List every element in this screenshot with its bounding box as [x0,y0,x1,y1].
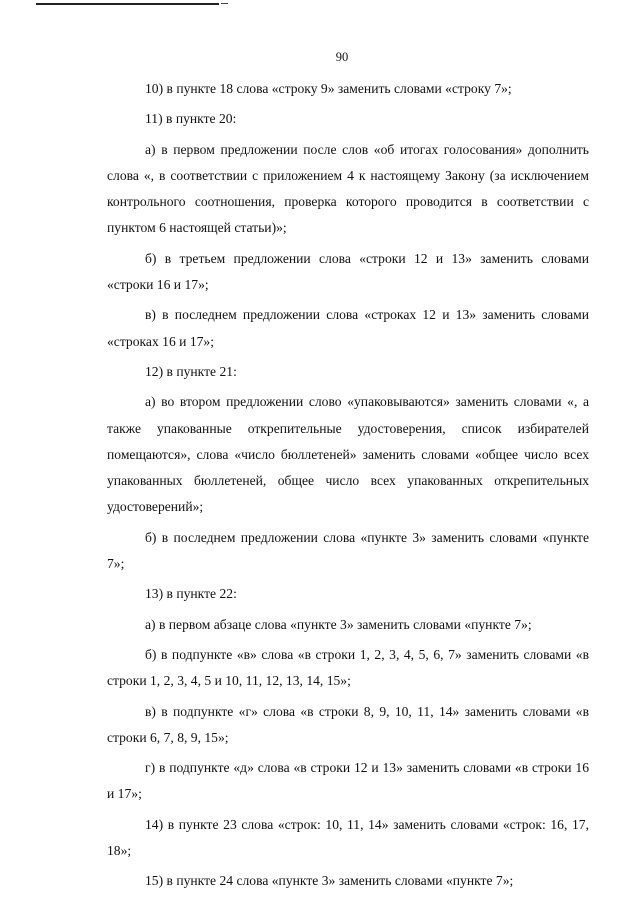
paragraph-subitem-13b: б) в подпункте «в» слова «в строки 1, 2, 3, 4, 5, 6, 7» заменить словами «в строки 1, 2, 3, 4, 5 и 10, 11, 12, 13, 14, 15»; [107,646,589,689]
page-number: 90 [335,50,349,64]
paragraph-subitem-13a: а) в первом абзаце слова «пункте 3» заменить словами «пункте 7»; [145,616,532,632]
paragraph-subitem-12a: а) во втором предложении слово «упаковываются» заменить словами «, а также упакованные открепительные удостоверения, список избирателей помещаются», слова «число бюллетеней» заменить словами «общее число всех упакованных бюллетеней, общее число всех упакованных открепительных удостоверений»; [107,394,589,515]
scan-edge-mark-tail [221,3,228,4]
document-body [107,76,589,899]
scan-edge-mark [36,3,219,5]
paragraph-subitem-11a: а) в первом предложении после слов «об итогах голосования» дополнить слова «, в соответствии с приложением 4 к настоящему Закону (за исключением контрольного соотношения, проверка которого проводится в соответствии с пунктом 6 настоящей статьи)»; [107,141,589,236]
paragraph-item-13: 13) в пункте 22: [145,586,237,602]
paragraph-subitem-13g: г) в подпункте «д» слова «в строки 12 и 13» заменить словами «в строки 16 и 17»; [107,760,589,802]
paragraph-item-12: 12) в пункте 21: [145,363,237,379]
paragraph-subitem-12b: б) в последнем предложении слова «пункте 3» заменить словами «пункте 7»; [107,529,589,572]
paragraph-item-15: 15) в пункте 24 слова «пункте 3» заменить словами «пункте 7»; [145,873,514,889]
paragraph-item-11: 11) в пункте 20: [145,111,237,127]
paragraph-item-10: 10) в пункте 18 слова «строку 9» заменить словами «строку 7»; [145,81,512,96]
paragraph-subitem-13v: в) в подпункте «г» слова «в строки 8, 9, 10, 11, 14» заменить словами «в строки 6, 7, 8, 9, 15»; [107,703,589,745]
paragraph-item-14: 14) в пункте 23 слова «строк: 10, 11, 14» заменить словами «строк: 16, 17, 18»; [107,816,589,859]
paragraph-subitem-11b: б) в третьем предложении слова «строки 12 и 13» заменить словами «строки 16 и 17»; [107,250,589,293]
paragraph-subitem-11v: в) в последнем предложении слова «строках 12 и 13» заменить словами «строках 16 и 17»; [107,307,589,349]
